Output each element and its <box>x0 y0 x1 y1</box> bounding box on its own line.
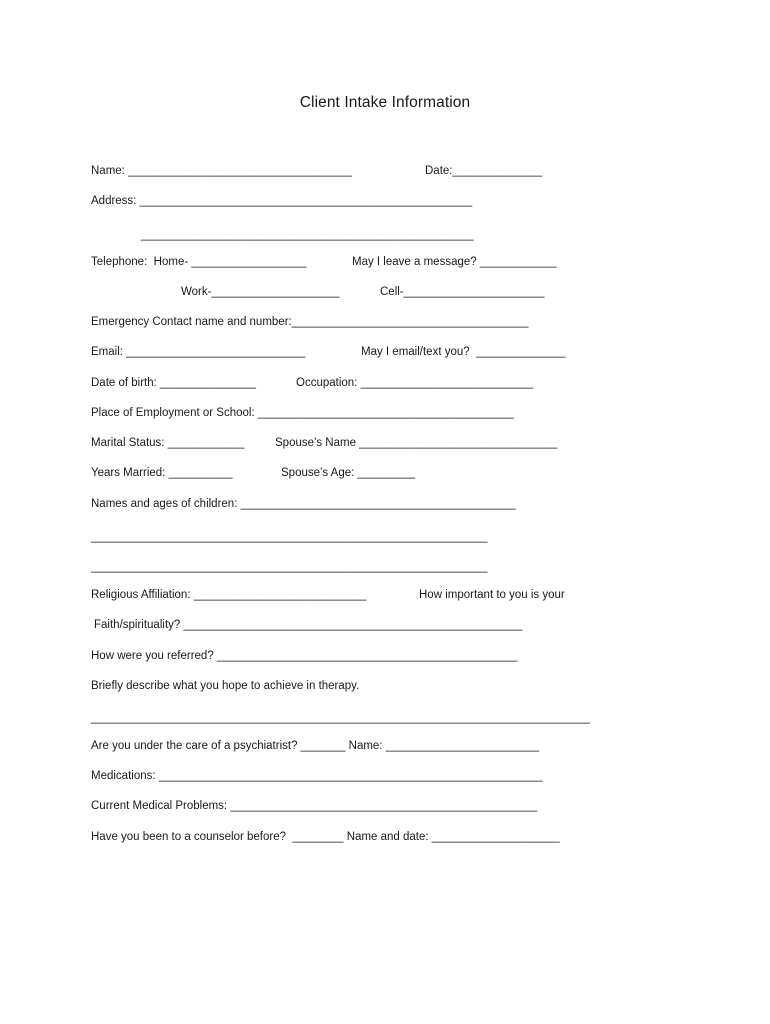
medical-problems-field[interactable]: Current Medical Problems: ________________________________________________ <box>91 800 538 812</box>
counselor-history-field[interactable]: Have you been to a counselor before? ________ Name and date: ____________________ <box>91 831 560 843</box>
psychiatrist-field[interactable]: Are you under the care of a psychiatrist? _______ Name: ________________________ <box>91 740 540 752</box>
telephone-work-field[interactable]: Work-____________________ <box>181 286 340 298</box>
form-title: Client Intake Information <box>299 94 471 111</box>
address-continuation-field[interactable]: ____________________________________________________ <box>141 229 474 241</box>
emergency-contact-field[interactable]: Emergency Contact name and number:_____________________________________ <box>91 316 529 328</box>
telephone-cell-field[interactable]: Cell-______________________ <box>380 286 545 298</box>
email-text-permission-field[interactable]: May I email/text you? ______________ <box>361 346 566 358</box>
address-field[interactable]: Address: ____________________________________________________ <box>91 195 473 207</box>
children-line-2[interactable]: ______________________________________________________________ <box>91 531 488 543</box>
email-field[interactable]: Email: ____________________________ <box>91 346 306 358</box>
spouse-name-field[interactable]: Spouse’s Name _______________________________ <box>275 437 558 449</box>
therapy-goals-line[interactable]: ______________________________________________________________________________ <box>91 712 590 724</box>
date-of-birth-field[interactable]: Date of birth: _______________ <box>91 377 256 389</box>
referral-field[interactable]: How were you referred? _______________________________________________ <box>91 650 518 662</box>
marital-status-field[interactable]: Marital Status: ____________ <box>91 437 245 449</box>
medications-field[interactable]: Medications: ____________________________________________________________ <box>91 770 543 782</box>
therapy-goals-label: Briefly describe what you hope to achieve in therapy. <box>91 680 360 692</box>
employment-field[interactable]: Place of Employment or School: ________________________________________ <box>91 407 514 419</box>
children-field[interactable]: Names and ages of children: ___________________________________________ <box>91 498 516 510</box>
children-line-3[interactable]: ______________________________________________________________ <box>91 561 488 573</box>
faith-spirituality-field[interactable]: Faith/spirituality? _____________________________________________________ <box>94 619 523 631</box>
leave-message-field[interactable]: May I leave a message? ____________ <box>352 256 557 268</box>
religious-affiliation-field[interactable]: Religious Affiliation: ___________________________ <box>91 589 367 601</box>
spouse-age-field[interactable]: Spouse’s Age: _________ <box>281 467 416 479</box>
telephone-home-field[interactable]: Telephone: Home- __________________ <box>91 256 307 268</box>
years-married-field[interactable]: Years Married: __________ <box>91 467 233 479</box>
name-field[interactable]: Name: ___________________________________ <box>91 165 352 177</box>
occupation-field[interactable]: Occupation: ___________________________ <box>296 377 534 389</box>
date-field[interactable]: Date:______________ <box>425 165 543 177</box>
importance-label: How important to you is your <box>419 589 565 601</box>
